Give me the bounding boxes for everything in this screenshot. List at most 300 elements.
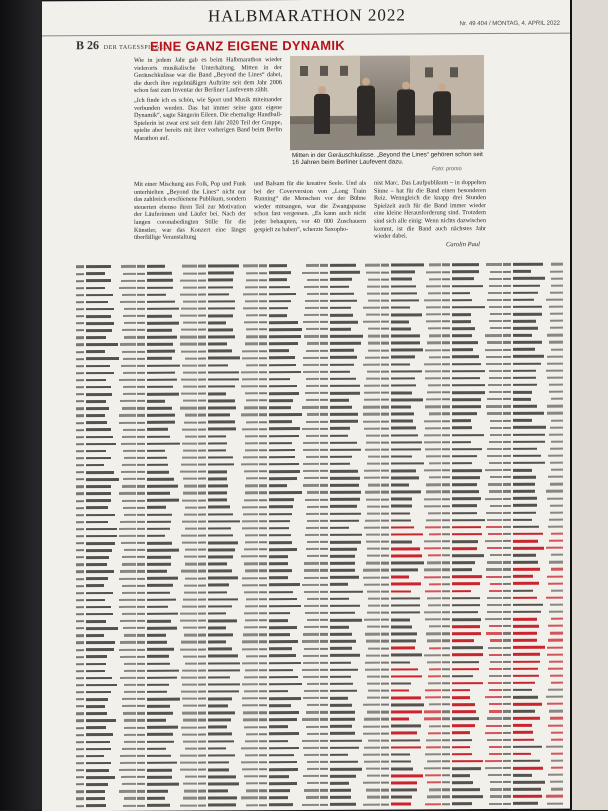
entry-name xyxy=(86,549,112,552)
entry-name xyxy=(330,328,351,331)
entry-rank xyxy=(320,576,328,578)
entry-time xyxy=(120,762,136,764)
entry-time xyxy=(302,669,319,671)
entry-name xyxy=(147,754,171,757)
entry-rank xyxy=(198,627,206,629)
entry-time xyxy=(487,739,502,741)
entry-name xyxy=(208,406,236,409)
entry-rank xyxy=(503,625,511,627)
entry-time xyxy=(303,697,319,699)
entry-name xyxy=(147,726,178,729)
entry-name xyxy=(330,668,358,671)
entry-name xyxy=(208,790,228,793)
publication-name: DER TAGESSPIEGEL xyxy=(103,44,169,52)
entry-time xyxy=(489,285,502,287)
newspaper-page xyxy=(42,0,570,811)
entry-name xyxy=(452,696,470,699)
entry-rank xyxy=(137,776,145,778)
entry-time xyxy=(428,292,441,294)
entry-name xyxy=(452,540,478,543)
entry-name xyxy=(86,585,104,588)
entry-time xyxy=(489,278,502,280)
entry-name xyxy=(513,589,533,592)
result-entry xyxy=(259,801,319,808)
entry-time xyxy=(184,513,197,515)
entry-rank xyxy=(198,520,206,522)
entry-name xyxy=(269,513,292,516)
entry-rank xyxy=(198,336,206,338)
entry-time xyxy=(427,597,441,599)
results-table xyxy=(76,261,562,811)
entry-rank xyxy=(381,399,389,401)
entry-time xyxy=(424,576,441,578)
entry-time xyxy=(427,391,441,393)
entry-time xyxy=(363,321,380,323)
entry-name xyxy=(391,512,410,515)
entry-rank xyxy=(137,471,145,473)
entry-rank xyxy=(259,477,267,479)
entry-time xyxy=(551,753,563,755)
entry-name xyxy=(86,350,105,353)
entry-rank xyxy=(320,598,328,600)
entry-name xyxy=(269,555,288,558)
entry-name xyxy=(269,619,288,622)
entry-name xyxy=(147,705,170,708)
entry-time xyxy=(180,293,197,295)
entry-name xyxy=(86,528,117,531)
entry-time xyxy=(550,448,563,450)
entry-rank xyxy=(198,733,206,735)
entry-name xyxy=(330,732,355,735)
entry-time xyxy=(122,585,136,587)
entry-rank xyxy=(442,477,450,479)
entry-name xyxy=(269,640,298,643)
entry-name xyxy=(147,570,167,573)
entry-rank xyxy=(442,555,450,557)
entry-rank xyxy=(76,379,84,381)
entry-name xyxy=(147,407,172,410)
entry-time xyxy=(489,590,502,592)
entry-time xyxy=(367,292,380,294)
entry-rank xyxy=(198,641,206,643)
page-gutter-shadow xyxy=(0,0,42,810)
entry-time xyxy=(546,370,563,372)
entry-time xyxy=(241,463,258,465)
entry-name xyxy=(330,761,358,764)
entry-name xyxy=(330,307,351,310)
entry-rank xyxy=(198,797,206,799)
entry-rank xyxy=(442,760,450,762)
entry-time xyxy=(546,547,563,549)
entry-rank xyxy=(320,477,328,479)
entry-name xyxy=(208,733,232,736)
entry-rank xyxy=(442,264,450,266)
entry-rank xyxy=(320,484,328,486)
entry-name xyxy=(513,802,538,805)
entry-time xyxy=(428,682,441,684)
entry-rank xyxy=(259,307,267,309)
entry-name xyxy=(86,726,106,729)
entry-time xyxy=(426,306,441,308)
entry-rank xyxy=(320,782,328,784)
entry-name xyxy=(330,427,350,430)
entry-rank xyxy=(259,761,267,763)
entry-name xyxy=(269,647,292,650)
entry-time xyxy=(490,476,502,478)
entry-name xyxy=(208,598,238,601)
entry-rank xyxy=(320,647,328,649)
entry-name xyxy=(269,449,295,452)
entry-time xyxy=(304,314,319,316)
entry-rank xyxy=(442,547,450,549)
entry-rank xyxy=(137,365,145,367)
entry-rank xyxy=(198,364,206,366)
entry-time xyxy=(547,362,563,364)
entry-rank xyxy=(137,279,145,281)
entry-rank xyxy=(137,436,145,438)
entry-rank xyxy=(381,370,389,372)
entry-time xyxy=(241,747,258,749)
entry-name xyxy=(391,335,420,338)
entry-name xyxy=(86,386,111,389)
entry-rank xyxy=(320,470,328,472)
entry-name xyxy=(452,803,472,806)
page-header xyxy=(42,0,570,36)
entry-rank xyxy=(198,762,206,764)
entry-rank xyxy=(198,457,206,459)
entry-name xyxy=(86,776,115,779)
entry-time xyxy=(429,335,441,337)
entry-name xyxy=(391,313,422,316)
entry-rank xyxy=(198,634,206,636)
entry-rank xyxy=(76,620,84,622)
entry-rank xyxy=(320,747,328,749)
entry-rank xyxy=(381,725,389,727)
entry-rank xyxy=(137,549,145,551)
entry-rank xyxy=(137,762,145,764)
entry-name xyxy=(269,633,290,636)
entry-time xyxy=(181,464,197,466)
entry-name xyxy=(208,761,229,764)
entry-time xyxy=(244,591,258,593)
entry-time xyxy=(241,385,258,387)
entry-rank xyxy=(320,335,328,337)
entry-time xyxy=(244,470,258,472)
entry-rank xyxy=(503,533,511,535)
entry-name xyxy=(86,372,114,375)
entry-time xyxy=(246,783,258,785)
entry-time xyxy=(120,343,136,345)
entry-rank xyxy=(76,599,84,601)
entry-time xyxy=(123,627,136,629)
entry-rank xyxy=(503,682,511,684)
entry-time xyxy=(124,670,136,672)
entry-time xyxy=(364,746,380,748)
entry-rank xyxy=(381,590,389,592)
entry-rank xyxy=(137,698,145,700)
entry-name xyxy=(269,576,288,579)
entry-rank xyxy=(442,335,450,337)
entry-name xyxy=(147,279,173,282)
entry-name xyxy=(147,478,174,481)
entry-time xyxy=(488,682,502,684)
entry-name xyxy=(391,469,416,472)
entry-time xyxy=(550,675,563,677)
entry-time xyxy=(368,647,380,649)
entry-time xyxy=(124,336,136,338)
entry-time xyxy=(123,507,136,509)
entry-time xyxy=(182,669,197,671)
entry-name xyxy=(147,286,173,289)
entry-name xyxy=(452,575,482,578)
entry-name xyxy=(391,299,419,302)
entry-time xyxy=(120,301,136,303)
entry-name xyxy=(208,279,233,282)
entry-rank xyxy=(381,335,389,337)
entry-name xyxy=(330,456,352,459)
entry-rank xyxy=(259,520,267,522)
entry-name xyxy=(513,596,537,599)
entry-time xyxy=(551,767,563,769)
entry-time xyxy=(119,577,136,579)
entry-rank xyxy=(442,732,450,734)
entry-rank xyxy=(442,562,450,564)
entry-rank xyxy=(76,741,84,743)
entry-rank xyxy=(76,372,84,374)
entry-name xyxy=(391,562,424,565)
entry-name xyxy=(513,753,531,756)
entry-name xyxy=(269,654,296,657)
entry-name xyxy=(513,547,544,550)
entry-name xyxy=(269,605,301,608)
entry-rank xyxy=(76,266,84,268)
entry-rank xyxy=(259,747,267,749)
entry-rank xyxy=(259,775,267,777)
entry-time xyxy=(424,498,441,500)
entry-rank xyxy=(442,484,450,486)
entry-name xyxy=(86,450,106,453)
entry-time xyxy=(548,455,563,457)
entry-name xyxy=(513,355,544,358)
entry-name xyxy=(452,313,471,316)
entry-rank xyxy=(137,599,145,601)
entry-name xyxy=(452,753,472,756)
entry-time xyxy=(489,746,502,748)
entry-name xyxy=(513,277,545,280)
entry-time xyxy=(123,393,136,395)
entry-time xyxy=(551,284,563,286)
entry-name xyxy=(513,327,538,330)
entry-rank xyxy=(503,654,511,656)
entry-time xyxy=(428,604,441,606)
entry-time xyxy=(487,455,502,457)
entry-name xyxy=(147,733,173,736)
entry-rank xyxy=(320,520,328,522)
entry-rank xyxy=(442,675,450,677)
entry-rank xyxy=(381,512,389,514)
entry-rank xyxy=(259,485,267,487)
entry-time xyxy=(427,342,441,344)
entry-rank xyxy=(198,676,206,678)
entry-time xyxy=(546,490,563,492)
entry-name xyxy=(391,413,414,416)
entry-rank xyxy=(137,592,145,594)
entry-time xyxy=(367,775,380,777)
entry-rank xyxy=(198,662,206,664)
entry-time xyxy=(550,604,563,606)
entry-name xyxy=(330,569,355,572)
entry-name xyxy=(330,597,349,600)
entry-name xyxy=(391,633,417,636)
entry-rank xyxy=(198,499,206,501)
entry-rank xyxy=(137,514,145,516)
entry-name xyxy=(452,320,471,323)
entry-name xyxy=(391,441,422,444)
entry-rank xyxy=(381,292,389,294)
entry-time xyxy=(487,398,502,400)
entry-rank xyxy=(137,294,145,296)
entry-time xyxy=(487,547,502,549)
entry-time xyxy=(551,419,563,421)
entry-name xyxy=(86,492,111,495)
entry-name xyxy=(147,364,180,367)
entry-name xyxy=(147,449,165,452)
entry-time xyxy=(307,506,319,508)
entry-time xyxy=(122,329,136,331)
entry-time xyxy=(485,334,502,336)
results-column xyxy=(76,263,136,811)
entry-time xyxy=(122,592,136,594)
entry-name xyxy=(147,414,175,417)
entry-name xyxy=(147,464,168,467)
entry-rank xyxy=(259,506,267,508)
entry-name xyxy=(513,412,544,415)
entry-rank xyxy=(259,570,267,572)
photo-window xyxy=(320,66,328,76)
entry-time xyxy=(242,378,258,380)
entry-rank xyxy=(76,684,84,686)
entry-rank xyxy=(259,265,267,267)
entry-rank xyxy=(259,733,267,735)
entry-time xyxy=(426,633,441,635)
entry-name xyxy=(452,299,472,302)
entry-name xyxy=(452,441,471,444)
entry-name xyxy=(208,591,227,594)
entry-rank xyxy=(259,726,267,728)
entry-rank xyxy=(76,464,84,466)
entry-rank xyxy=(198,719,206,721)
entry-name xyxy=(330,746,359,749)
entry-time xyxy=(366,534,380,536)
entry-name xyxy=(330,271,360,274)
entry-rank xyxy=(503,270,511,272)
entry-name xyxy=(513,447,537,450)
entry-time xyxy=(547,497,563,499)
entry-rank xyxy=(76,344,84,346)
entry-name xyxy=(391,519,411,522)
photo-person-head xyxy=(362,78,370,86)
entry-rank xyxy=(442,328,450,330)
entry-name xyxy=(269,477,297,480)
entry-name xyxy=(391,448,421,451)
entry-time xyxy=(245,442,258,444)
section-title: HALBMARATHON 2022 xyxy=(208,5,406,26)
entry-name xyxy=(452,781,473,784)
entry-time xyxy=(426,491,441,493)
entry-time xyxy=(302,428,319,430)
entry-name xyxy=(452,512,477,515)
entry-time xyxy=(307,619,319,621)
entry-name xyxy=(147,563,171,566)
entry-name xyxy=(86,485,111,488)
entry-name xyxy=(330,512,361,515)
entry-rank xyxy=(76,308,84,310)
entry-rank xyxy=(320,293,328,295)
entry-rank xyxy=(320,271,328,273)
entry-rank xyxy=(76,329,84,331)
entry-name xyxy=(269,598,297,601)
entry-name xyxy=(269,796,288,799)
entry-time xyxy=(183,783,197,785)
entry-rank xyxy=(259,449,267,451)
entry-time xyxy=(489,753,502,755)
entry-rank xyxy=(381,668,389,670)
entry-name xyxy=(269,293,296,296)
entry-name xyxy=(269,527,289,530)
entry-name xyxy=(86,514,115,517)
entry-rank xyxy=(137,372,145,374)
entry-rank xyxy=(320,420,328,422)
entry-rank xyxy=(198,421,206,423)
entry-name xyxy=(391,484,409,487)
entry-rank xyxy=(198,598,206,600)
entry-time xyxy=(122,294,136,296)
entry-rank xyxy=(137,450,145,452)
entry-rank xyxy=(320,768,328,770)
entry-rank xyxy=(259,272,267,274)
entry-rank xyxy=(503,611,511,613)
entry-rank xyxy=(137,677,145,679)
entry-rank xyxy=(137,407,145,409)
entry-name xyxy=(513,696,538,699)
entry-rank xyxy=(320,435,328,437)
entry-rank xyxy=(503,746,511,748)
entry-time xyxy=(180,471,197,473)
entry-time xyxy=(486,512,502,514)
entry-rank xyxy=(76,500,84,502)
entry-time xyxy=(549,710,563,712)
entry-rank xyxy=(259,392,267,394)
entry-time xyxy=(429,789,441,791)
entry-rank xyxy=(320,513,328,515)
entry-time xyxy=(485,469,502,471)
entry-name xyxy=(86,272,105,275)
entry-name xyxy=(147,535,165,538)
entry-rank xyxy=(442,533,450,535)
entry-name xyxy=(330,690,357,693)
entry-name xyxy=(269,506,293,509)
result-entry xyxy=(137,802,197,809)
entry-rank xyxy=(137,301,145,303)
entry-time xyxy=(303,442,319,444)
entry-rank xyxy=(76,705,84,707)
entry-name xyxy=(208,463,234,466)
entry-rank xyxy=(320,300,328,302)
entry-time xyxy=(363,576,380,578)
entry-rank xyxy=(320,314,328,316)
entry-name xyxy=(86,542,115,545)
entry-name xyxy=(513,518,532,521)
